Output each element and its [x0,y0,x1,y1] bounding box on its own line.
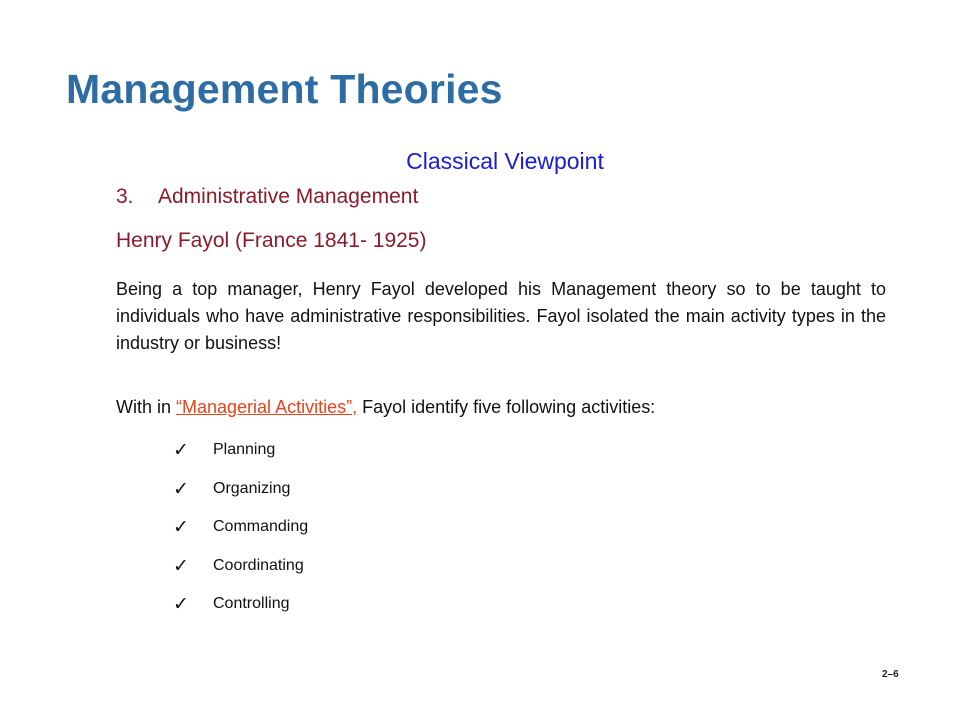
section-number: 3. [116,185,134,208]
section-heading [116,185,418,209]
check-icon: ✓ [173,554,189,577]
managerial-activities-highlight: “Managerial Activities”, [176,397,358,417]
list-item [173,470,308,509]
list-item [173,431,308,470]
activity-label: Controlling [213,595,290,613]
activity-label: Organizing [213,479,291,497]
intro-text-after: Fayol identify five following activities: [357,397,656,417]
intro-text-before: With in [116,397,177,417]
activity-checklist [173,431,308,624]
activity-label: Planning [213,441,276,459]
page-number: 2–6 [882,669,899,680]
slide-title: Management Theories [66,66,503,112]
list-item [173,585,308,624]
check-icon: ✓ [173,593,189,616]
check-icon: ✓ [173,516,189,539]
section-title: Administrative Management [158,185,419,208]
activity-label: Commanding [213,518,309,536]
list-item [173,547,308,586]
check-icon: ✓ [173,439,189,462]
list-item [173,508,308,547]
activity-label: Coordinating [213,556,304,574]
person-heading: Henry Fayol (France 1841- 1925) [116,229,427,252]
activities-intro [116,397,655,418]
description-paragraph: Being a top manager, Henry Fayol developed his Management theory so to be taught to individuals who have administrative responsibilities. Fayol isolated the main activity types in the industry or business! [116,279,886,353]
slide-subtitle: Classical Viewpoint [406,148,604,174]
check-icon: ✓ [173,477,189,500]
